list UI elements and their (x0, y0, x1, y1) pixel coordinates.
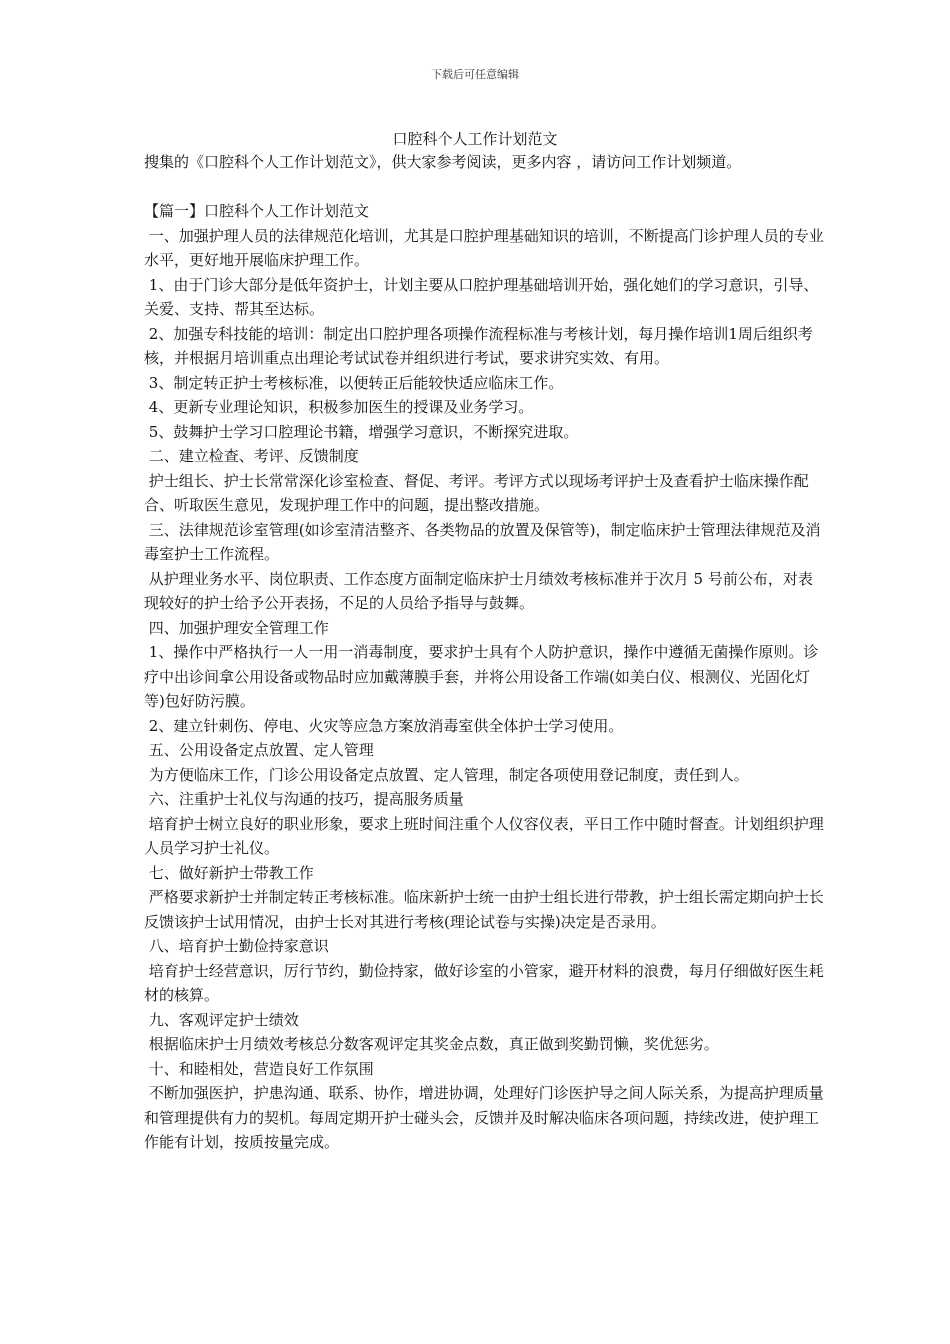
document-body (144, 150, 824, 1155)
paragraph: 培育护士经营意识，厉行节约，勤俭持家，做好诊室的小管家，避开材料的浪费，每月仔细做好医生耗材的核算。 (144, 961, 824, 1004)
paragraph: 从护理业务水平、岗位职责、工作态度方面制定临床护士月绩效考核标准并于次月 5 号前公布，对表现较好的护士给予公开表扬，不足的人员给予指导与鼓舞。 (144, 569, 813, 612)
paragraph: 一、加强护理人员的法律规范化培训，尤其是口腔护理基础知识的培训，不断提高门诊护理人员的专业水平，更好地开展临床护理工作。 (144, 226, 824, 269)
blank-line (144, 175, 824, 200)
section-heading: 【篇一】口腔科个人工作计划范文 (144, 202, 370, 220)
paragraph: 二、建立检查、考评、反馈制度 (144, 447, 359, 465)
paragraph: 不断加强医护，护患沟通、联系、协作，增进协调，处理好门诊医护导之间人际关系，为提高护理质量和管理提供有力的契机。每周定期开护士碰头会，反馈并及时解决临床各项问题，持续改进，使护理工作能有计划，按质按量完成。 (144, 1084, 824, 1151)
paragraph: 4、更新专业理论知识，积极参加医生的授课及业务学习。 (144, 398, 534, 416)
paragraph: 3、制定转正护士考核标准，以便转正后能较快适应临床工作。 (144, 373, 564, 392)
paragraph: 六、注重护士礼仪与沟通的技巧，提高服务质量 (144, 790, 464, 808)
paragraph: 1、由于门诊大部分是低年资护士，计划主要从口腔护理基础培训开始，强化她们的学习意识，引导、关爱、支持、帮其至达标。 (144, 275, 819, 318)
intro-paragraph: 搜集的《口腔科个人工作计划范文》，供大家参考阅读，更多内容 ，请访问工作计划频道。 (144, 153, 742, 171)
paragraph: 培育护士树立良好的职业形象，要求上班时间注重个人仪容仪表，平日工作中随时督查。计划组织护理人员学习护士礼仪。 (144, 814, 824, 857)
paragraph: 九、客观评定护士绩效 (144, 1010, 299, 1029)
paragraph: 七、做好新护士带教工作 (144, 863, 314, 882)
header-note: 下载后可任意编辑 (431, 68, 519, 81)
paragraph: 十、和睦相处，营造良好工作氛围 (144, 1059, 374, 1078)
paragraph: 护士组长、护士长常常深化诊室检查、督促、考评。考评方式以现场考评护士及查看护士临床操作配合、听取医生意见，发现护理工作中的问题，提出整改措施。 (144, 471, 809, 514)
paragraph: 1、操作中严格执行一人一用一消毒制度，要求护士具有个人防护意识，操作中遵循无菌操作原则。诊疗中出诊间拿公用设备或物品时应加戴薄膜手套，并将公用设备工作端(如美白仪、根测仪、光固化灯等)包好防污膜。 (144, 643, 819, 710)
paragraph: 2、建立针刺伤、停电、火灾等应急方案放消毒室供全体护士学习使用。 (144, 716, 624, 735)
paragraph: 为方便临床工作，门诊公用设备定点放置、定人管理，制定各项使用登记制度，责任到人。 (144, 765, 749, 784)
paragraph: 八、培育护士勤俭持家意识 (144, 937, 329, 955)
paragraph: 2、加强专科技能的培训：制定出口腔护理各项操作流程标准与考核计划，每月操作培训1周后组织考核，并根据月培训重点出理论考试试卷并组织进行考试，要求讲究实效、有用。 (144, 324, 813, 367)
paragraph: 四、加强护理安全管理工作 (144, 618, 329, 637)
paragraph: 5、鼓舞护士学习口腔理论书籍，增强学习意识，不断探究进取。 (144, 422, 579, 441)
document-title: 口腔科个人工作计划范文 (392, 130, 558, 148)
paragraph: 根据临床护士月绩效考核总分数客观评定其奖金点数，真正做到奖勤罚懒，奖优惩劣。 (144, 1035, 719, 1053)
paragraph: 五、公用设备定点放置、定人管理 (144, 741, 374, 759)
paragraph: 严格要求新护士并制定转正考核标准。临床新护士统一由护士组长进行带教，护士组长需定期向护士长反馈该护士试用情况，由护士长对其进行考核(理论试卷与实操)决定是否录用。 (144, 888, 824, 931)
paragraph: 三、法律规范诊室管理(如诊室清洁整齐、各类物品的放置及保管等)，制定临床护士管理法律规范及消毒室护士工作流程。 (144, 520, 821, 563)
paragraph-list (144, 224, 824, 1155)
